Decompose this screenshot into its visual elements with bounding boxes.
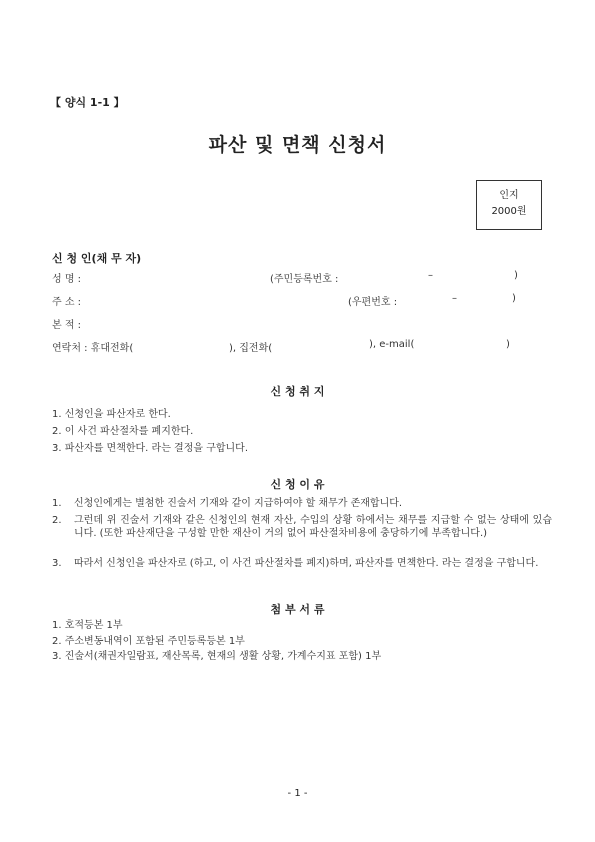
applicant-heading: 신 청 인(채 무 자)	[52, 252, 142, 265]
stamp-amount: 2000원	[491, 206, 527, 217]
reason-text: 그런데 위 진술서 기재와 같은 신청인의 현재 자산, 수입의 상황 하에서는 채무를 지급할 수 없는 상태에 있습니다. (또한 파산재단을 구성할 만한 재산이 거의 없어 파산절차비용에 충당하기에 부족합니다.)	[74, 515, 552, 539]
attachment-item: 1. 호적등본 1부	[52, 620, 123, 631]
email-label: ), e-mail(	[369, 339, 415, 350]
page-number: - 1 -	[287, 788, 308, 799]
purpose-item: 3. 파산자를 면책한다. 라는 결정을 구합니다.	[52, 443, 249, 454]
name-label: 성 명 :	[52, 274, 82, 285]
email-close: )	[506, 339, 510, 350]
purpose-item: 1. 신청인을 파산자로 한다.	[52, 409, 171, 420]
reason-text: 따라서 신청인을 파산자로 (하고, 이 사건 파산절차를 폐지)하며, 파산자를 면책한다. 라는 결정을 구합니다.	[74, 558, 539, 569]
purpose-item: 2. 이 사건 파산절차를 폐지한다.	[52, 426, 194, 437]
postal-dash: –	[452, 293, 457, 304]
reason-item	[52, 514, 552, 540]
postal-code-label: (우편번호 :	[348, 297, 398, 308]
rrn-label: (주민등록번호 :	[270, 274, 339, 285]
domicile-label: 본 적 :	[52, 320, 82, 331]
rrn-close: )	[514, 270, 518, 281]
home-phone-label: ), 집전화(	[229, 343, 273, 354]
contact-label: 연락처 : 휴대전화(	[52, 343, 134, 354]
reason-item	[52, 557, 552, 570]
reason-number: 1.	[52, 498, 62, 509]
postal-close: )	[512, 293, 516, 304]
reason-number: 3.	[52, 558, 62, 569]
reason-number: 2.	[52, 515, 62, 526]
reason-text: 신청인에게는 별첨한 진술서 기재와 같이 지급하여야 할 채무가 존재합니다.	[74, 498, 403, 509]
rrn-dash: –	[428, 270, 433, 281]
reason-item	[52, 497, 552, 510]
document-title: 파산 및 면책 신청서	[208, 134, 387, 156]
stamp-label: 인지	[499, 190, 519, 201]
reasons-heading: 신 청 이 유	[270, 478, 325, 491]
attachment-item: 2. 주소변동내역이 포함된 주민등록등본 1부	[52, 636, 245, 647]
form-number: 【 양식 1-1 】	[50, 96, 125, 109]
purpose-heading: 신 청 취 지	[270, 385, 325, 398]
attachment-item: 3. 진술서(채권자일람표, 재산목록, 현재의 생활 상황, 가계수지표 포함) 1부	[52, 651, 382, 662]
address-label: 주 소 :	[52, 297, 82, 308]
attachments-heading: 첨 부 서 류	[270, 603, 325, 616]
revenue-stamp-box	[476, 180, 542, 230]
